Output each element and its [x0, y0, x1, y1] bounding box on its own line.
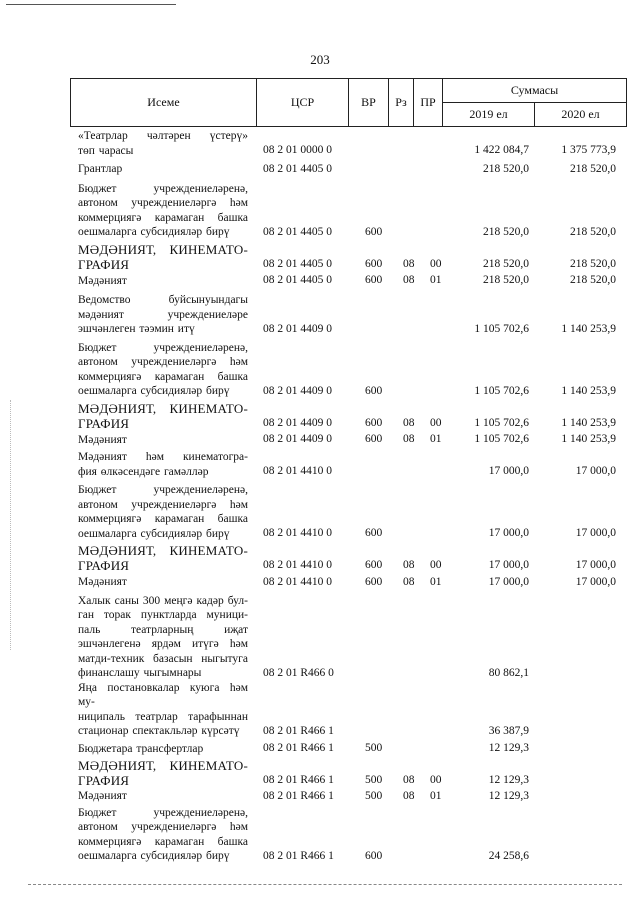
table-row	[0, 806, 640, 864]
row-name-line: МӘДӘНИЯТ, КИНЕМАТО-	[78, 241, 248, 257]
row-name-line: матди-техник базасын ныгытуга	[78, 652, 248, 665]
row-sum-2019: 17 000,0	[488, 575, 529, 588]
table-row	[0, 483, 640, 541]
row-csr: 08 2 01 4409 0	[263, 322, 332, 335]
row-name-line: оешмаларга субсидияләр бирү	[78, 527, 230, 540]
row-name-line: коммерциягә карамаган башка	[78, 513, 248, 525]
row-vr: 500	[365, 774, 383, 786]
table-header	[70, 78, 627, 127]
row-pr: 00	[430, 559, 442, 571]
table-row	[0, 575, 640, 590]
row-csr: 08 2 01 4410 0	[263, 575, 332, 588]
row-name-line: МӘДӘНИЯТ, КИНЕМАТО-	[78, 758, 248, 773]
row-sum-2019: 24 258,6	[488, 849, 529, 862]
row-name-line: Бюджетара трансфертлар	[78, 742, 204, 755]
table-row	[0, 129, 640, 158]
row-sum-2020: 17 000,0	[575, 527, 616, 539]
row-vr: 600	[365, 225, 383, 238]
row-csr: 08 2 01 4405 0	[263, 225, 332, 238]
row-name	[78, 742, 248, 757]
row-name-line: оешмаларга субсидияләр бирү	[78, 385, 230, 397]
row-rz: 08	[403, 575, 415, 588]
row-name-line: автоном учреждениеләргә һәм	[78, 498, 248, 511]
row-name	[78, 401, 248, 431]
row-sum-2019: 12 129,3	[488, 774, 529, 786]
row-name-line: паль театрларның иҗат	[78, 623, 248, 636]
row-sum-2019: 1 105 702,6	[474, 416, 529, 429]
row-csr: 08 2 01 4409 0	[263, 433, 332, 445]
header-vr: ВР	[349, 79, 389, 127]
row-name-line: Мәдәният	[78, 790, 127, 802]
row-name-line: Бюджет учреждениеләренә,	[78, 182, 248, 195]
row-name-line: ниципаль театрлар тарафыннан	[78, 710, 248, 723]
table-row	[0, 758, 640, 788]
row-csr: 08 2 01 4409 0	[263, 384, 332, 397]
header-csr: ЦСР	[257, 79, 349, 127]
row-vr: 600	[365, 575, 383, 588]
row-name-line: Бюджет учреждениеләренә,	[78, 806, 248, 819]
row-name-line: Грантлар	[78, 163, 123, 175]
row-pr: 00	[430, 257, 442, 270]
row-name-line: ГРАФИЯ	[78, 558, 130, 573]
row-sum-2020: 1 375 773,9	[561, 144, 616, 156]
row-name-line: Мәдәният	[78, 274, 127, 287]
table-row	[0, 162, 640, 177]
row-name	[78, 433, 248, 448]
row-name-line: МӘДӘНИЯТ, КИНЕМАТО-	[78, 400, 248, 416]
row-name	[78, 681, 248, 739]
row-sum-2019: 1 105 702,6	[474, 384, 529, 397]
row-name-line: Мәдәният	[78, 576, 127, 588]
table-row	[0, 543, 640, 573]
row-sum-2020: 218 520,0	[570, 162, 616, 175]
row-vr: 600	[365, 849, 383, 862]
row-rz: 08	[403, 789, 415, 802]
row-pr: 00	[430, 416, 442, 429]
row-name-line: ГРАФИЯ	[78, 256, 130, 272]
table-row	[0, 242, 640, 272]
table-row	[0, 341, 640, 399]
row-vr: 600	[365, 527, 383, 539]
row-name-line: Бюджет учреждениеләренә,	[78, 484, 248, 496]
table-body	[0, 129, 640, 864]
header-sums: Суммасы	[443, 79, 627, 103]
row-name-line: эшчәнлегенә ярдәм итүгә һәм	[78, 638, 248, 650]
row-name	[78, 806, 248, 864]
table-row	[0, 742, 640, 757]
row-vr: 600	[365, 416, 383, 429]
row-rz: 08	[403, 433, 415, 445]
header-name: Исеме	[71, 79, 257, 127]
row-sum-2019: 17 000,0	[488, 559, 529, 571]
row-csr: 08 2 01 4405 0	[263, 257, 332, 270]
row-rz: 08	[403, 274, 415, 286]
row-sum-2020: 17 000,0	[575, 465, 616, 477]
row-name-line: төп чарасы	[78, 144, 134, 157]
row-sum-2020: 1 140 253,9	[561, 384, 616, 397]
row-pr: 01	[430, 575, 442, 588]
row-name-line: автоном учреждениеләргә һәм	[78, 356, 248, 368]
row-csr: 08 2 01 0000 0	[263, 144, 332, 156]
row-sum-2019: 1 105 702,6	[474, 433, 529, 445]
row-sum-2020: 1 140 253,9	[561, 322, 616, 335]
bottom-rule	[28, 884, 622, 885]
row-sum-2019: 12 129,3	[488, 789, 529, 802]
row-sum-2019: 218 520,0	[483, 274, 529, 286]
row-name-line: коммерциягә карамаган башка	[78, 211, 248, 224]
row-name	[78, 293, 248, 337]
row-name-line: Яңа постановкалар куюга һәм му-	[78, 681, 248, 708]
row-name-line: Халык саны 300 меңгә кадәр бул-	[78, 594, 248, 607]
row-sum-2019: 36 387,9	[488, 724, 529, 737]
table-row	[0, 293, 640, 337]
row-vr: 600	[365, 559, 383, 571]
row-pr: 00	[430, 774, 442, 786]
row-name-line: автоном учреждениеләргә һәм	[78, 821, 248, 833]
row-name-line: коммерциягә карамаган башка	[78, 835, 248, 848]
row-vr: 500	[365, 742, 383, 754]
table-row	[0, 433, 640, 448]
row-name	[78, 543, 248, 573]
row-csr: 08 2 01 4410 0	[263, 465, 332, 477]
row-name-line: мәдәният учреждениеләре	[78, 308, 248, 321]
row-name-line: Бюджет учреждениеләренә,	[78, 341, 248, 354]
row-csr: 08 2 01 4410 0	[263, 527, 332, 539]
header-rz: Рз	[389, 79, 414, 127]
table-row	[0, 274, 640, 289]
row-name-line: «Театрлар чәлтәрен үстерү»	[78, 130, 248, 142]
row-sum-2020: 218 520,0	[570, 225, 616, 238]
row-sum-2020: 218 520,0	[570, 274, 616, 286]
row-vr: 600	[365, 257, 383, 270]
row-csr: 08 2 01 R466 1	[263, 774, 334, 786]
row-sum-2020: 17 000,0	[575, 575, 616, 588]
header-year-2019: 2019 ел	[443, 103, 535, 127]
row-vr: 600	[365, 433, 383, 445]
row-name	[78, 129, 248, 158]
row-sum-2019: 12 129,3	[488, 742, 529, 754]
row-name-line: автоном учреждениеләргә һәм	[78, 197, 248, 209]
row-csr: 08 2 01 R466 1	[263, 789, 334, 802]
row-csr: 08 2 01 R466 1	[263, 724, 334, 737]
table-row	[0, 594, 640, 681]
row-name-line: Ведомство буйсынуындагы	[78, 294, 248, 306]
row-name	[78, 450, 248, 479]
top-rule	[6, 4, 176, 5]
row-name-line: Мәдәният	[78, 433, 127, 446]
row-sum-2019: 218 520,0	[483, 225, 529, 238]
row-csr: 08 2 01 R466 1	[263, 849, 334, 862]
header-year-2020: 2020 ел	[535, 103, 627, 127]
table-row	[0, 401, 640, 431]
row-rz: 08	[403, 774, 415, 786]
row-name-line: ГРАФИЯ	[78, 415, 130, 431]
header-pr: ПР	[414, 79, 443, 127]
row-csr: 08 2 01 4409 0	[263, 416, 332, 429]
row-sum-2019: 1 422 084,7	[474, 144, 529, 156]
row-name	[78, 341, 248, 399]
table-row	[0, 450, 640, 479]
row-rz: 08	[403, 559, 415, 571]
row-name	[78, 575, 248, 590]
table-row	[0, 681, 640, 739]
row-sum-2019: 218 520,0	[483, 257, 529, 270]
row-vr: 600	[365, 274, 383, 286]
row-csr: 08 2 01 R466 1	[263, 742, 334, 754]
row-csr: 08 2 01 4405 0	[263, 162, 332, 175]
row-sum-2020: 1 140 253,9	[561, 416, 616, 429]
row-sum-2019: 80 862,1	[488, 666, 529, 679]
row-name	[78, 274, 248, 289]
row-name	[78, 242, 248, 272]
row-name-line: стационар спектакльләр күрсәтү	[78, 725, 240, 737]
row-name	[78, 182, 248, 240]
row-name	[78, 594, 248, 681]
row-rz: 08	[403, 257, 415, 270]
row-sum-2019: 17 000,0	[488, 527, 529, 539]
row-name	[78, 758, 248, 788]
table-row	[0, 789, 640, 804]
row-pr: 01	[430, 433, 442, 445]
row-name-line: Мәдәният һәм кинематогра-	[78, 451, 248, 463]
table-row	[0, 182, 640, 240]
row-rz: 08	[403, 416, 415, 429]
row-sum-2019: 17 000,0	[488, 465, 529, 477]
row-name-line: оешмаларга субсидияләр бирү	[78, 850, 230, 862]
row-sum-2020: 1 140 253,9	[561, 433, 616, 445]
row-pr: 01	[430, 274, 442, 286]
row-name-line: ГРАФИЯ	[78, 773, 130, 788]
row-pr: 01	[430, 789, 442, 802]
row-csr: 08 2 01 4410 0	[263, 559, 332, 571]
row-csr: 08 2 01 4405 0	[263, 274, 332, 286]
row-name-line: коммерциягә карамаган башка	[78, 370, 248, 383]
row-name-line: фия өлкәсендәге гамәлләр	[78, 465, 209, 478]
row-name	[78, 483, 248, 541]
row-sum-2020: 17 000,0	[575, 559, 616, 571]
page-number: 203	[310, 52, 330, 67]
row-name	[78, 789, 248, 804]
row-vr: 600	[365, 384, 383, 397]
row-sum-2019: 1 105 702,6	[474, 322, 529, 335]
row-name	[78, 162, 248, 177]
row-name-line: финанслашу чыгымнары	[78, 667, 202, 679]
row-name-line: оешмаларга субсидияләр бирү	[78, 226, 230, 238]
row-sum-2020: 218 520,0	[570, 257, 616, 270]
row-name-line: МӘДӘНИЯТ, КИНЕМАТО-	[78, 543, 248, 558]
row-vr: 500	[365, 789, 383, 802]
row-sum-2019: 218 520,0	[483, 162, 529, 175]
row-csr: 08 2 01 R466 0	[263, 666, 334, 679]
row-name-line: ган торак пунктларда муници-	[78, 609, 248, 621]
row-name-line: эшчәнлеген тәэмин итү	[78, 323, 195, 335]
